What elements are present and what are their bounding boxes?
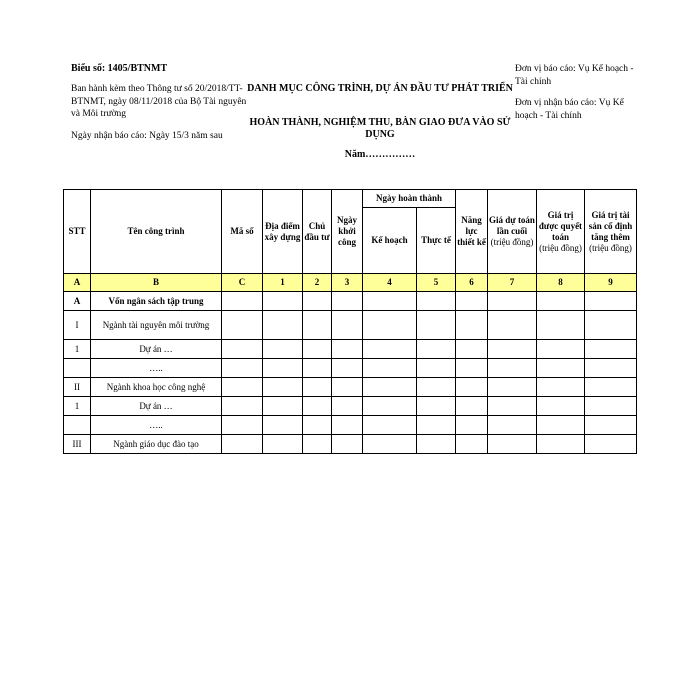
row-name: ….. — [91, 416, 222, 435]
empty-cell — [332, 340, 363, 359]
row-stt: 1 — [64, 340, 91, 359]
row-name: Ngành giáo dục đào tạo — [91, 435, 222, 454]
empty-cell — [537, 340, 585, 359]
row-stt: I — [64, 311, 91, 340]
column-number-row — [64, 274, 637, 292]
empty-cell — [332, 359, 363, 378]
empty-cell — [585, 340, 637, 359]
empty-cell — [456, 435, 488, 454]
column-number: 2 — [303, 274, 332, 292]
empty-cell — [222, 378, 263, 397]
table-row — [64, 311, 637, 340]
header-final-estimate — [488, 190, 537, 274]
column-number: 5 — [417, 274, 456, 292]
row-name: Vốn ngân sách tập trung — [91, 292, 222, 311]
column-number: 8 — [537, 274, 585, 292]
document-title-line2: HOÀN THÀNH, NGHIỆM THU, BÀN GIAO ĐƯA VÀO SỬ DỤNG — [249, 117, 511, 140]
empty-cell — [456, 292, 488, 311]
empty-cell — [537, 416, 585, 435]
empty-cell — [263, 378, 303, 397]
empty-cell — [332, 435, 363, 454]
empty-cell — [363, 340, 417, 359]
empty-cell — [263, 292, 303, 311]
column-number: 3 — [332, 274, 363, 292]
empty-cell — [303, 397, 332, 416]
empty-cell — [263, 340, 303, 359]
row-stt — [64, 416, 91, 435]
receive-date-note: Ngày nhận báo cáo: Ngày 15/3 năm sau — [71, 131, 223, 141]
empty-cell — [303, 340, 332, 359]
empty-cell — [263, 397, 303, 416]
empty-cell — [537, 292, 585, 311]
empty-cell — [585, 359, 637, 378]
table-row — [64, 397, 637, 416]
empty-cell — [585, 378, 637, 397]
column-number: 1 — [263, 274, 303, 292]
empty-cell — [417, 416, 456, 435]
empty-cell — [222, 397, 263, 416]
empty-cell — [303, 416, 332, 435]
row-name: Ngành khoa học công nghệ — [91, 378, 222, 397]
empty-cell — [488, 292, 537, 311]
empty-cell — [488, 378, 537, 397]
settled-value-label: Giá trị được quyết toán — [538, 209, 583, 242]
empty-cell — [363, 359, 417, 378]
row-stt: A — [64, 292, 91, 311]
empty-cell — [363, 435, 417, 454]
final-estimate-label: Giá dự toán lần cuối — [489, 215, 535, 236]
empty-cell — [456, 378, 488, 397]
empty-cell — [585, 435, 637, 454]
empty-cell — [363, 378, 417, 397]
header-plan: Kế hoạch — [363, 208, 417, 274]
receiving-unit: Đơn vị nhận báo cáo: Vụ Kế hoạch - Tài chính — [515, 98, 624, 121]
asset-increase-unit: (triệu đồng) — [589, 242, 632, 253]
empty-cell — [537, 435, 585, 454]
empty-cell — [537, 311, 585, 340]
project-table — [63, 189, 637, 454]
header-stt: STT — [64, 190, 91, 274]
header-code: Mã số — [222, 190, 263, 274]
table-row — [64, 359, 637, 378]
empty-cell — [303, 435, 332, 454]
empty-cell — [303, 359, 332, 378]
empty-cell — [417, 292, 456, 311]
issued-with-note: Ban hành kèm theo Thông tư số 20/2018/TT-BTNMT, ngày 08/11/2018 của Bộ Tài nguyên và Môi trường — [71, 84, 247, 119]
empty-cell — [537, 359, 585, 378]
empty-cell — [417, 359, 456, 378]
empty-cell — [488, 311, 537, 340]
header-capacity: Năng lực thiết kế — [456, 190, 488, 274]
column-number: C — [222, 274, 263, 292]
column-number: B — [91, 274, 222, 292]
empty-cell — [488, 416, 537, 435]
empty-cell — [263, 416, 303, 435]
empty-cell — [332, 292, 363, 311]
header-location: Địa điểm xây dựng — [263, 190, 303, 274]
header-actual: Thực tế — [417, 208, 456, 274]
empty-cell — [456, 340, 488, 359]
empty-cell — [303, 311, 332, 340]
empty-cell — [456, 397, 488, 416]
form-code: Biểu số: 1405/BTNMT — [71, 63, 168, 74]
asset-increase-label: Giá trị tài sản cố định tăng thêm — [588, 209, 633, 242]
empty-cell — [222, 311, 263, 340]
empty-cell — [332, 378, 363, 397]
empty-cell — [488, 359, 537, 378]
column-number: 6 — [456, 274, 488, 292]
empty-cell — [417, 311, 456, 340]
report-year: Năm…………… — [344, 149, 416, 160]
header-settled-value — [537, 190, 585, 274]
empty-cell — [456, 416, 488, 435]
empty-cell — [417, 378, 456, 397]
empty-cell — [537, 397, 585, 416]
header-asset-increase — [585, 190, 637, 274]
empty-cell — [263, 311, 303, 340]
empty-cell — [332, 397, 363, 416]
empty-cell — [488, 435, 537, 454]
empty-cell — [585, 416, 637, 435]
empty-cell — [222, 416, 263, 435]
table-row — [64, 340, 637, 359]
row-name: Ngành tài nguyên môi trường — [91, 311, 222, 340]
empty-cell — [585, 292, 637, 311]
column-number: 4 — [363, 274, 417, 292]
column-number: 7 — [488, 274, 537, 292]
reporting-unit: Đơn vị báo cáo: Vụ Kế hoạch - Tài chính — [515, 64, 634, 87]
table-row — [64, 292, 637, 311]
header-completion: Ngày hoàn thành — [363, 190, 456, 208]
empty-cell — [222, 435, 263, 454]
column-number: A — [64, 274, 91, 292]
header-start-date: Ngày khởi công — [332, 190, 363, 274]
table-row — [64, 435, 637, 454]
row-stt — [64, 359, 91, 378]
table-row — [64, 378, 637, 397]
table-row — [64, 416, 637, 435]
header-name: Tên công trình — [91, 190, 222, 274]
row-stt: 1 — [64, 397, 91, 416]
row-name: Dự án … — [91, 397, 222, 416]
empty-cell — [537, 378, 585, 397]
row-stt: II — [64, 378, 91, 397]
empty-cell — [363, 292, 417, 311]
empty-cell — [303, 292, 332, 311]
empty-cell — [363, 311, 417, 340]
document-title-line1: DANH MỤC CÔNG TRÌNH, DỰ ÁN ĐẦU TƯ PHÁT TRIỂN — [247, 83, 513, 94]
empty-cell — [303, 378, 332, 397]
empty-cell — [222, 292, 263, 311]
empty-cell — [417, 340, 456, 359]
empty-cell — [417, 397, 456, 416]
empty-cell — [332, 416, 363, 435]
empty-cell — [488, 340, 537, 359]
empty-cell — [585, 397, 637, 416]
row-stt: III — [64, 435, 91, 454]
empty-cell — [456, 359, 488, 378]
empty-cell — [363, 416, 417, 435]
empty-cell — [263, 359, 303, 378]
header-investor: Chủ đầu tư — [303, 190, 332, 274]
empty-cell — [585, 311, 637, 340]
empty-cell — [363, 397, 417, 416]
column-number: 9 — [585, 274, 637, 292]
empty-cell — [222, 359, 263, 378]
empty-cell — [488, 397, 537, 416]
empty-cell — [417, 435, 456, 454]
row-name: Dự án … — [91, 340, 222, 359]
empty-cell — [332, 311, 363, 340]
row-name: ….. — [91, 359, 222, 378]
empty-cell — [222, 340, 263, 359]
empty-cell — [456, 311, 488, 340]
empty-cell — [263, 435, 303, 454]
final-estimate-unit: (triệu đồng) — [490, 237, 534, 247]
settled-value-unit: (triệu đồng) — [539, 242, 582, 253]
